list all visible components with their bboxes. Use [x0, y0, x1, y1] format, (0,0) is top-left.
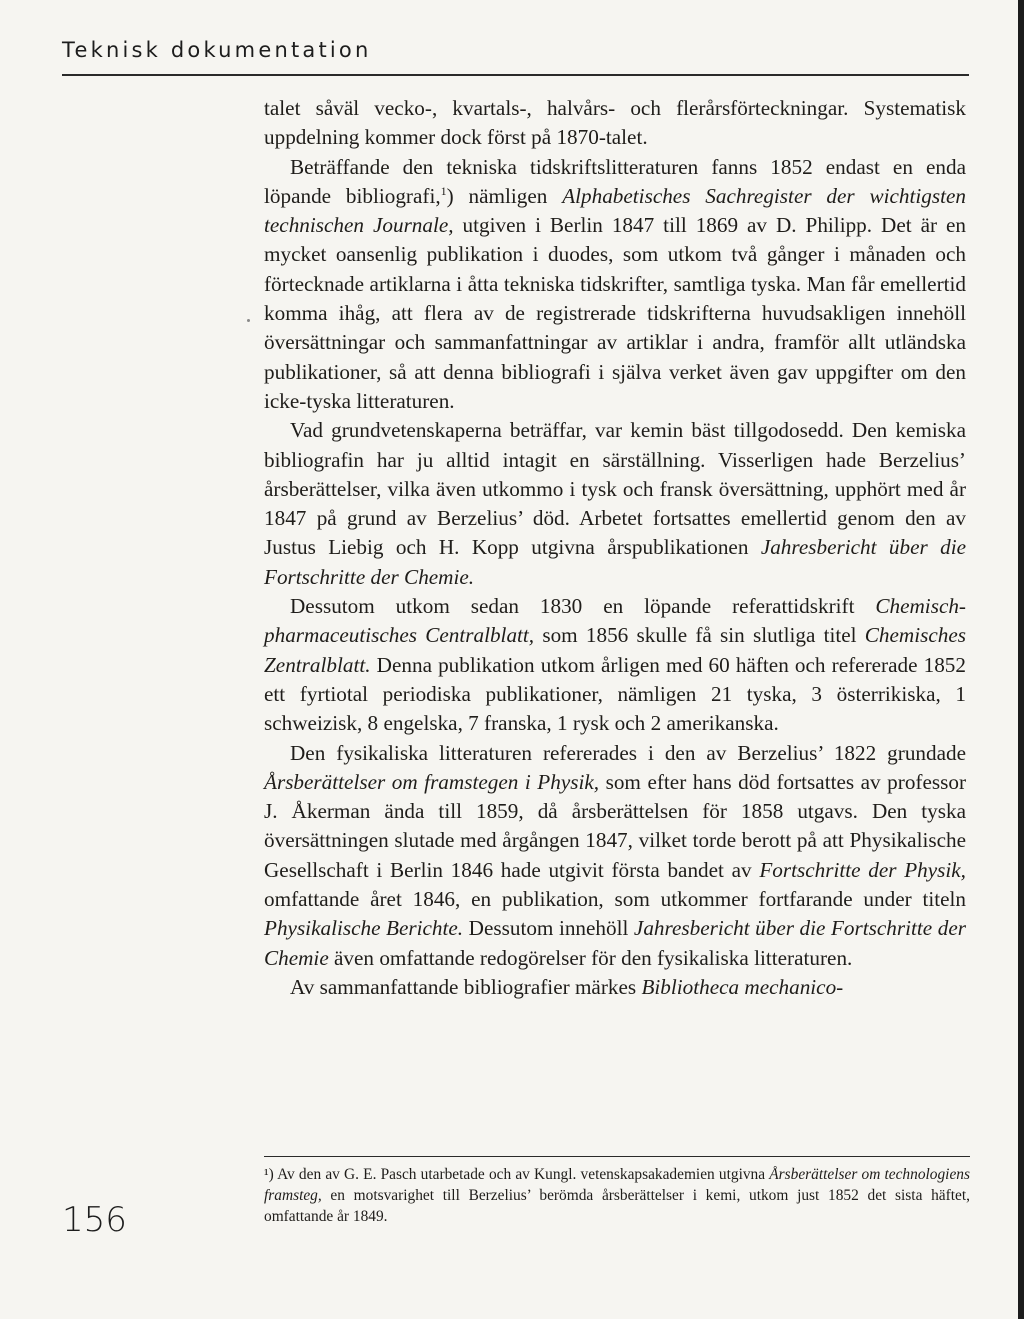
italic-title: Chemisch-pharmaceutisches Centralblatt, — [264, 594, 966, 648]
text-run: Beträffande den tekniska tidskriftslitteraturen fanns 1852 endast en enda löpande bibliografi, — [264, 154, 966, 208]
text-run: en motsvarighet till Berzelius’ berömda årsberättelser i kemi, utkom just 1852 det sista häftet, omfattande år 1849. — [264, 1187, 970, 1225]
text-run: ) nämligen — [446, 183, 563, 208]
text-run: Den fysikaliska litteraturen refererades i den av Berzelius’ 1822 grundade — [290, 740, 966, 765]
paragraph — [264, 94, 966, 153]
text-run: Dessutom utkom sedan 1830 en löpande referattidskrift — [290, 594, 876, 619]
footnote-rule — [264, 1156, 970, 1157]
text-run: Dessutom innehöll — [463, 916, 634, 941]
paragraph — [264, 153, 966, 417]
text-run: även omfattande redogörelser för den fysikaliska litteraturen. — [328, 945, 853, 970]
italic-title: Physikalische Berichte. — [264, 916, 464, 941]
text-run: ¹) Av den av G. E. Pasch utarbetade och av Kungl. vetenskapsakademien utgivna — [264, 1166, 770, 1183]
italic-title: Alphabetisches Sachregister der wichtigsten technischen Journale, — [264, 183, 966, 238]
italic-title: Fortschritte der Physik, — [759, 857, 966, 882]
italic-title: Jahresbericht über die Fortschritte der Chemie. — [264, 535, 967, 589]
running-header: Teknisk dokumentation — [62, 38, 372, 62]
text-run: Vad grundvetenskaperna beträffar, var kemin bäst tillgodosedd. Den kemiska bibliografin har ju alltid intagit en särställning. Visserligen hade Berzelius’ årsberättelser, vilka även utkommo i tysk och fransk översättning, upphört med år 1847 på grund av Berzelius’ död. Arbetet fortsattes emellertid genom den av Justus Liebig och H. Kopp utgivna årspublikationen — [264, 418, 966, 560]
text-run: utgiven i Berlin 1847 till 1869 av D. Philipp. Det är en mycket oansenlig publikation i duodes, som utkom två gånger i månaden och förtecknade artiklarna i åtta tekniska tidskrifter, samtliga tyska. Man får emellertid komma ihåg, att flera av de registrerade tidskrifterna huvudsakligen innehöll översättningar och sammanfattningar av artiklar i andra, framför allt utländska publikationer, så att denna bibliografi i själva verket även gav uppgifter om den icke-tyska litteraturen. — [264, 213, 967, 413]
paragraph — [264, 739, 966, 973]
paragraph — [264, 973, 966, 1002]
header-rule — [62, 74, 969, 76]
italic-title: Chemisches Zentralblatt. — [264, 623, 966, 677]
text-run: Av sammanfattande bibliografier märkes — [290, 974, 642, 999]
footnote-marker: 1 — [440, 183, 447, 198]
page-number: 156 — [62, 1200, 127, 1240]
paragraph — [264, 416, 966, 592]
text-run: som 1856 skulle få sin slutliga titel — [534, 623, 865, 648]
text-run: talet såväl vecko-, kvartals-, halvårs- och flerårsförteckningar. Systematisk uppdelning kommer dock först på 1870-talet. — [264, 96, 966, 150]
body-text — [264, 94, 966, 1002]
margin-mark — [247, 319, 250, 322]
italic-title: Jahresbericht über die Fortschritte der Chemie — [264, 916, 966, 970]
footnote — [264, 1164, 970, 1227]
italic-title: Bibliotheca mechanico- — [641, 974, 844, 999]
italic-title: Årsberättelser om technologiens framsteg, — [264, 1166, 970, 1204]
text-run: som efter hans död fortsattes av professor J. Åkerman ända till 1859, då årsberättelsen för 1858 utgavs. Den tyska översättningen slutade med årgången 1847, vilket torde berott på att Physikalische Gesellschaft i Berlin 1846 hade utgivit första bandet av — [264, 769, 967, 882]
italic-title: Årsberättelser om framstegen i Physik, — [264, 769, 600, 794]
paragraph — [264, 592, 966, 738]
text-run: Denna publikation utkom årligen med 60 häften och refererade 1852 ett fyrtiotal periodiska publikationer, nämligen 21 tyska, 3 österrikiska, 1 schweizisk, 8 engelska, 7 franska, 1 rysk och 2 amerikanska. — [264, 652, 966, 736]
text-run: omfattande året 1846, en publikation, som utkommer fortfarande under titeln — [264, 887, 966, 912]
page-edge-shadow — [1018, 0, 1024, 1319]
